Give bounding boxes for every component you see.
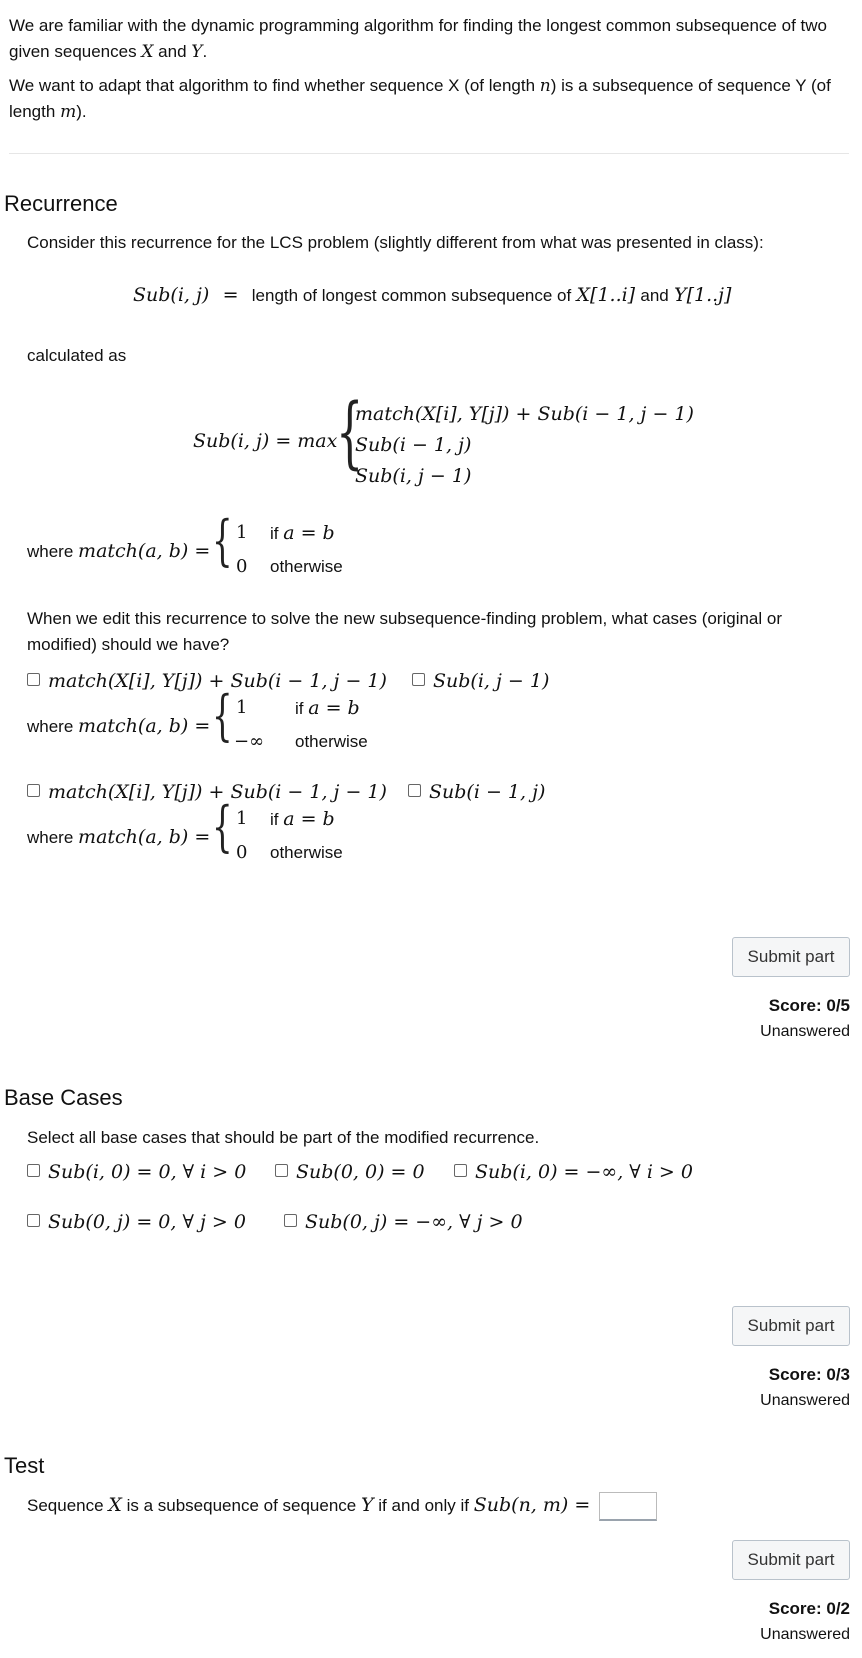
left-brace-icon: {	[212, 795, 233, 858]
option-3-otherwise: otherwise	[270, 843, 343, 862]
checkbox[interactable]	[408, 784, 421, 797]
left-brace-icon: {	[212, 684, 233, 747]
calculated-as-text: calculated as	[27, 346, 127, 365]
option-1-condition: if a = b	[295, 697, 360, 719]
recurrence-option-1[interactable]: match(X[i], Y[j]) + Sub(i − 1, j − 1)	[27, 670, 387, 693]
option-3-value-0: 0	[236, 842, 248, 863]
base-option-5[interactable]: Sub(0, j) = −∞, ∀ j > 0	[284, 1211, 523, 1234]
test-heading: Test	[4, 1453, 45, 1478]
submit-part-button[interactable]: Submit part	[732, 937, 850, 977]
intro-paragraph-1: We are familiar with the dynamic programming algorithm for finding the longest common subsequence of two given sequences X and Y.	[9, 16, 827, 62]
match-condition: if a = b	[270, 522, 335, 544]
checkbox[interactable]	[27, 784, 40, 797]
recurrence-question: When we edit this recurrence to solve the new subsequence-finding problem, what cases (original or modified) should we have?	[27, 609, 783, 654]
checkbox[interactable]	[275, 1164, 288, 1177]
lcs-definition: Sub(i, j) = length of longest common subsequence of X[1..i] and Y[1..j]	[133, 284, 732, 306]
option-3-condition: if a = b	[270, 808, 335, 830]
base-option-2[interactable]: Sub(0, 0) = 0	[275, 1161, 425, 1184]
match-value-1: 1	[236, 522, 248, 543]
base-cases-instruction: Select all base cases that should be part of the modified recurrence.	[27, 1128, 540, 1147]
status-text: Unanswered	[760, 1023, 850, 1040]
base-option-4[interactable]: Sub(0, j) = 0, ∀ j > 0	[27, 1211, 246, 1234]
match-value-0: 0	[236, 556, 248, 577]
recurrence-case-1: match(X[i], Y[j]) + Sub(i − 1, j − 1)	[355, 403, 694, 425]
recurrence-heading: Recurrence	[4, 191, 118, 216]
option-3-match-definition: where match(a, b) =	[27, 826, 211, 848]
max-lhs: Sub(i, j) = max	[193, 430, 338, 452]
match-definition: where match(a, b) =	[27, 540, 211, 562]
divider	[9, 153, 849, 154]
base-cases-heading: Base Cases	[4, 1085, 123, 1110]
left-brace-icon: {	[212, 509, 233, 572]
option-1-value-1: 1	[236, 697, 248, 718]
checkbox[interactable]	[284, 1214, 297, 1227]
checkbox[interactable]	[412, 673, 425, 686]
option-1-match-definition: where match(a, b) =	[27, 715, 211, 737]
left-brace-icon: {	[336, 388, 364, 478]
recurrence-consider-text: Consider this recurrence for the LCS problem (slightly different from what was presented in class):	[27, 233, 764, 252]
match-otherwise: otherwise	[270, 557, 343, 576]
recurrence-option-3[interactable]: match(X[i], Y[j]) + Sub(i − 1, j − 1)	[27, 781, 387, 804]
recurrence-case-3: Sub(i, j − 1)	[355, 465, 472, 487]
score-text: Score: 0/5	[768, 996, 850, 1015]
checkbox[interactable]	[27, 1164, 40, 1177]
base-option-3[interactable]: Sub(i, 0) = −∞, ∀ i > 0	[454, 1161, 693, 1184]
option-1-value-neg-inf: −∞	[234, 731, 265, 752]
intro-paragraph-2: We want to adapt that algorithm to find whether sequence X (of length n) is a subsequence of sequence Y (of length m).	[9, 76, 831, 122]
score-text: Score: 0/2	[768, 1599, 850, 1618]
recurrence-case-2: Sub(i − 1, j)	[355, 434, 472, 456]
checkbox[interactable]	[454, 1164, 467, 1177]
status-text: Unanswered	[760, 1392, 850, 1409]
score-text: Score: 0/3	[768, 1365, 850, 1384]
submit-part-button[interactable]: Submit part	[732, 1540, 850, 1580]
status-text: Unanswered	[760, 1626, 850, 1643]
recurrence-option-4[interactable]: Sub(i − 1, j)	[408, 781, 545, 804]
test-statement: Sequence X is a subsequence of sequence Y if and only if Sub(n, m) =	[27, 1492, 657, 1521]
option-1-otherwise: otherwise	[295, 732, 368, 751]
submit-part-button[interactable]: Submit part	[732, 1306, 850, 1346]
option-3-value-1: 1	[236, 808, 248, 829]
recurrence-option-2[interactable]: Sub(i, j − 1)	[412, 670, 549, 693]
base-option-1[interactable]: Sub(i, 0) = 0, ∀ i > 0	[27, 1161, 246, 1184]
answer-input[interactable]	[599, 1492, 657, 1521]
checkbox[interactable]	[27, 1214, 40, 1227]
checkbox[interactable]	[27, 673, 40, 686]
